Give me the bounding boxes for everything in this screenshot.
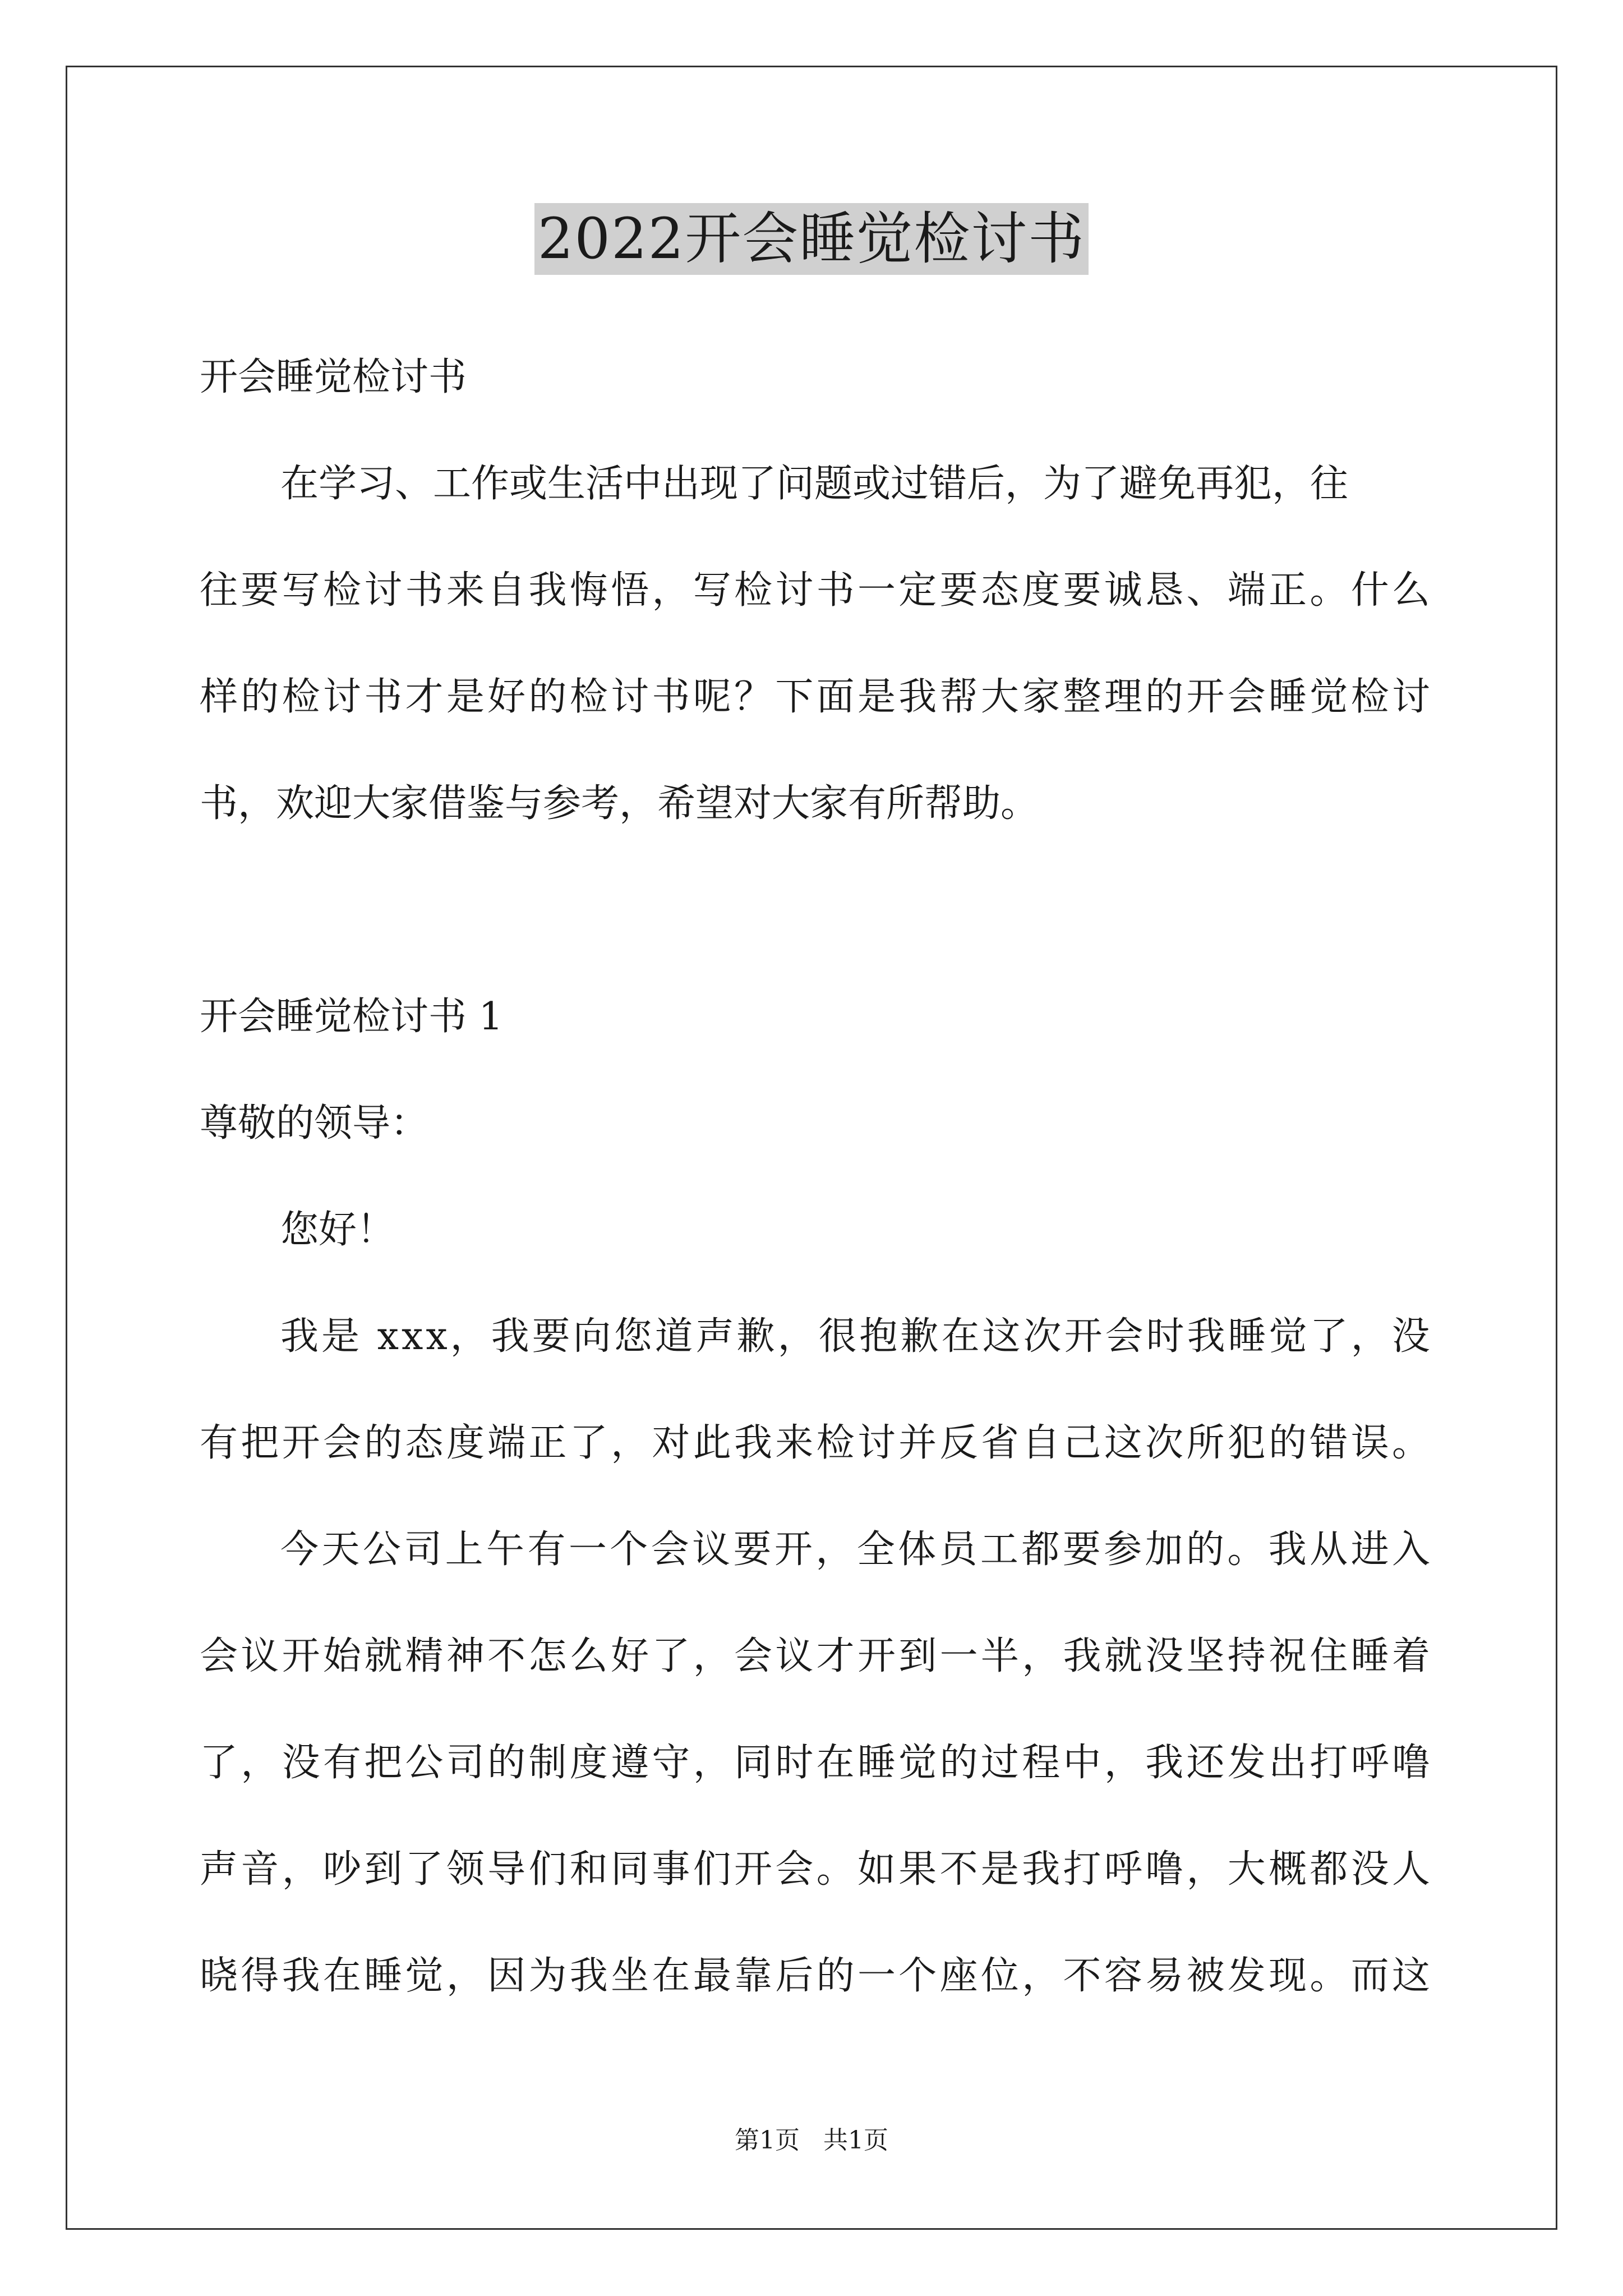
greeting: 您好！ bbox=[280, 1208, 395, 1252]
page-footer: 第1页 共1页 bbox=[735, 2126, 888, 2155]
para2-line-5: 晓得我在睡觉，因为我坐在最靠后的一个座位，不容易被发现。而这 bbox=[200, 1954, 1433, 1998]
para2-line-3: 了，没有把公司的制度遵守，同时在睡觉的过程中，我还发出打呼噜 bbox=[200, 1741, 1433, 1785]
para1-line-1: 我是 xxx，我要向您道声歉，很抱歉在这次开会时我睡觉了，没 bbox=[280, 1314, 1433, 1359]
section-heading: 开会睡觉检讨书 1 bbox=[200, 995, 503, 1039]
para2-line-2: 会议开始就精神不怎么好了，会议才开到一半，我就没坚持祝住睡着 bbox=[200, 1634, 1433, 1678]
intro-line-4: 书，欢迎大家借鉴与参考，希望对大家有所帮助。 bbox=[200, 781, 1039, 826]
title-container bbox=[0, 203, 1623, 275]
intro-line-3: 样的检讨书才是好的检讨书呢？下面是我帮大家整理的开会睡觉检讨 bbox=[200, 675, 1433, 719]
para2-line-1: 今天公司上午有一个会议要开，全体员工都要参加的。我从进入 bbox=[280, 1527, 1433, 1572]
para2-line-4: 声音，吵到了领导们和同事们开会。如果不是我打呼噜，大概都没人 bbox=[200, 1847, 1433, 1892]
intro-line-2: 往要写检讨书来自我悔悟，写检讨书一定要态度要诚恳、端正。什么 bbox=[200, 568, 1433, 613]
document-subtitle: 开会睡觉检讨书 bbox=[200, 355, 467, 399]
para1-line-2: 有把开会的态度端正了，对此我来检讨并反省自己这次所犯的错误。 bbox=[200, 1421, 1433, 1465]
intro-line-1: 在学习、工作或生活中出现了问题或过错后，为了避免再犯，往 bbox=[280, 462, 1349, 506]
salutation: 尊敬的领导： bbox=[200, 1101, 429, 1145]
document-title: 2022开会睡觉检讨书 bbox=[534, 203, 1089, 275]
